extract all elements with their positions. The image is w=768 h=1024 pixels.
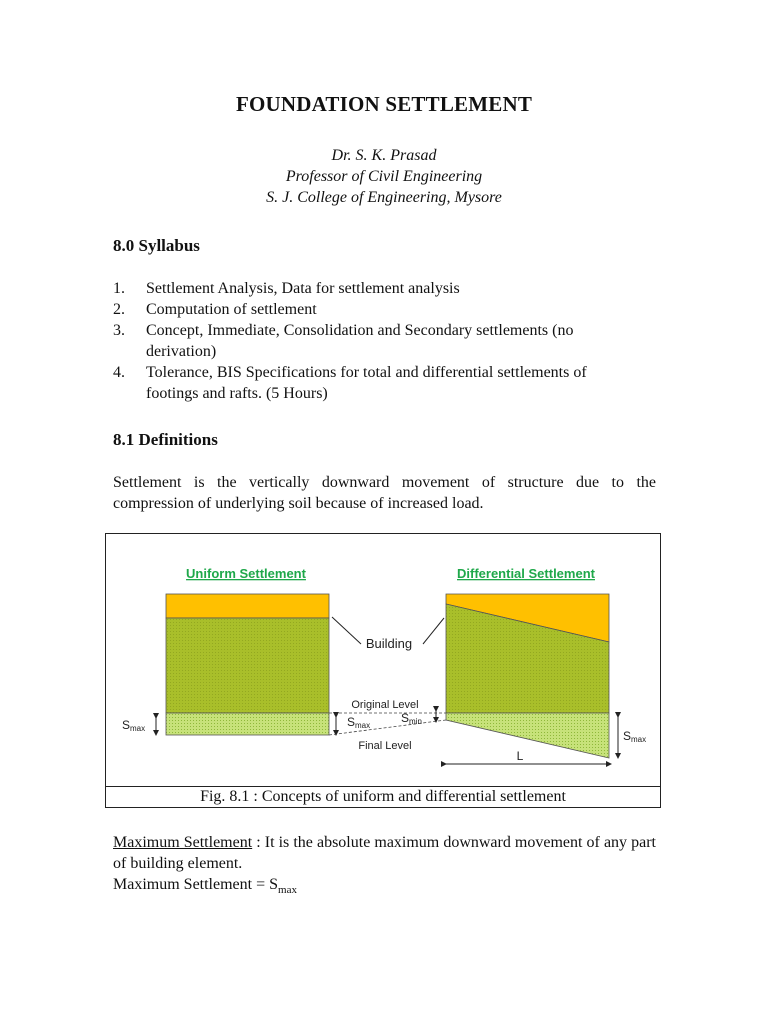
- syllabus-heading: 8.0 Syllabus: [113, 236, 200, 255]
- syllabus-list: [113, 278, 658, 404]
- max-settlement-definition: Maximum Settlement : It is the absolute maximum downward movement of any part of building element.: [113, 834, 657, 872]
- building-pointer-left: [332, 617, 361, 644]
- max-settlement-formula: Maximum Settlement = $S_{max}$: [113, 876, 297, 897]
- differential-title: Differential Settlement: [457, 566, 595, 581]
- definition-text: Settlement is the vertically downward movement of structure due to the compression of underlying soil because of increased load.: [113, 474, 656, 512]
- author-institution: S. J. College of Engineering, Mysore: [266, 189, 502, 206]
- building-pointer-right: [423, 618, 444, 644]
- list-item: 4. Tolerance, BIS Specifications for total and differential settlements of footings and rafts. (5 Hours): [113, 364, 587, 402]
- list-item: 1. Settlement Analysis, Data for settlement analysis: [113, 280, 460, 297]
- list-item: 3. Concept, Immediate, Consolidation and Secondary settlements (no derivation): [113, 322, 574, 360]
- list-item: 2. Computation of settlement: [113, 301, 317, 318]
- length-label: L: [516, 749, 524, 763]
- definitions-heading: 8.1 Definitions: [113, 430, 218, 449]
- smax-left-label: Smax: [122, 718, 146, 733]
- building-label: Building: [365, 636, 413, 651]
- uniform-title: Uniform Settlement: [186, 566, 306, 581]
- final-level-label: Final Level: [358, 740, 412, 752]
- uniform-roof: [166, 594, 329, 618]
- smax-right-label: Smax: [623, 729, 647, 744]
- max-settlement-text: It is the absolute maximum downward movement of any part of building element.: [113, 834, 657, 872]
- figure-caption: Fig. 8.1 : Concepts of uniform and differential settlement: [106, 786, 660, 807]
- author-position: Professor of Civil Engineering: [285, 168, 483, 185]
- settlement-diagram: [106, 534, 662, 789]
- uniform-settlement-zone: [166, 713, 329, 735]
- differential-settlement-zone: [446, 713, 609, 758]
- original-level-label: Original Level: [351, 699, 419, 711]
- figure-box: [105, 533, 661, 808]
- max-settlement-term: Maximum Settlement: [113, 834, 253, 851]
- smin-label: Smin: [401, 711, 422, 726]
- page-title: FOUNDATION SETTLEMENT: [235, 92, 533, 116]
- smax-mid-label: Smax: [347, 715, 371, 730]
- author-name: Dr. S. K. Prasad: [331, 147, 437, 164]
- uniform-building-body: [166, 618, 329, 713]
